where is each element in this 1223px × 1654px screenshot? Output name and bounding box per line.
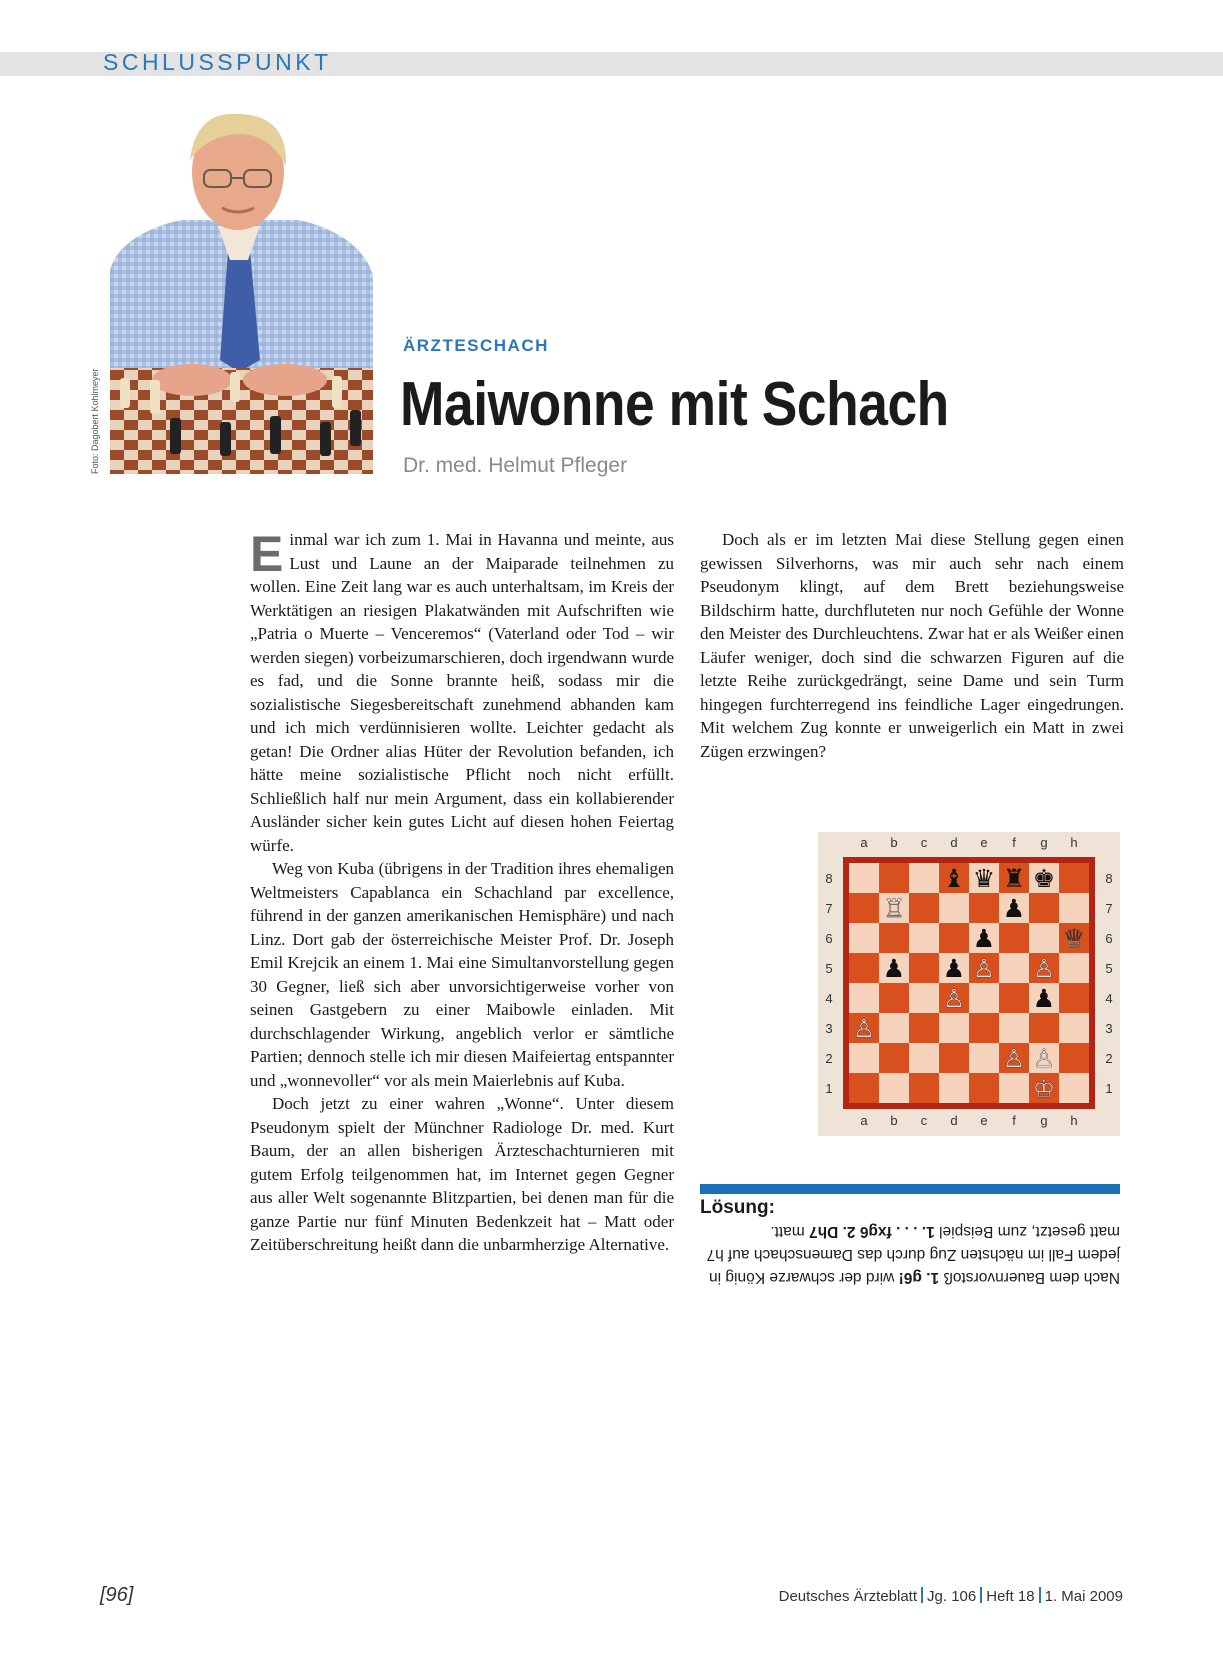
text-column-left (250, 528, 674, 1257)
board-square (1029, 1013, 1059, 1043)
file-label-bottom: g (1040, 1113, 1048, 1128)
article-title: Maiwonne mit Schach (400, 370, 949, 439)
board-square (909, 923, 939, 953)
rank-label-right: 3 (1105, 1021, 1113, 1036)
solution-bar (700, 1184, 1120, 1194)
chess-piece-g8: ♚ (1032, 864, 1056, 893)
solution-text-1: Nach dem Bauernvorstoß (939, 1269, 1120, 1286)
file-label-top: f (1012, 835, 1016, 850)
paragraph-1-text: inmal war ich zum 1. Mai in Havanna und meinte, aus Lust und Laune an der Maiparade teilnehmen zu wollen. Eine Zeit lang war es auch unterhaltsam, im Kreis der Werktätigen an riesigen Plakatwänden mit Aufschriften wie „Patria o Muerte – Venceremos“ (Vaterland oder Tod – wir werden siegen) vorbeizumarschieren, doch irgendwann wurde es fad, und die Sonne brannte heiß, sodass mir die sozialistische Siegesbereitschaft zunehmend abhanden kam und ich mich verdünnisieren wollte. Leichter gedacht als getan! Die Ordner alias Hüter der Revolution befanden, ich hätte meine sozialistische Pflicht noch nicht erfüllt. Schließlich half nur mein Argument, dass ein kollabierender Ausländer sicher kein gutes Licht auf diesen hohen Feiertag würfe. (250, 530, 674, 855)
rank-label-right: 8 (1105, 871, 1113, 886)
solution-move-2: 1. . . . fxg6 2. Dh7 (809, 1223, 935, 1240)
rank-label-left: 4 (825, 991, 833, 1006)
board-square (909, 863, 939, 893)
rank-label-right: 2 (1105, 1051, 1113, 1066)
article-kicker: ÄRZTESCHACH (403, 336, 549, 355)
file-label-bottom: a (860, 1113, 868, 1128)
chess-piece-d8: ♝ (942, 864, 966, 893)
board-square (939, 1013, 969, 1043)
board-square (849, 953, 879, 983)
section-title: SCHLUSSPUNKT (103, 49, 332, 75)
footer-separator (921, 1587, 923, 1603)
journal-issue: Heft 18 (986, 1588, 1035, 1605)
chess-piece-g2: ♙ (1032, 1044, 1056, 1073)
chess-piece-h6: ♕ (1062, 924, 1086, 953)
chess-piece-f7: ♟ (1002, 894, 1026, 923)
paragraph-3: Doch jetzt zu einer wahren „Wonne“. Unter diesem Pseudonym spielt der Münchner Radiologe Dr. med. Kurt Baum, der an allen bisherigen Ärzteschachturnieren mit gutem Erfolg teilgenommen hat, im Internet gegen Gegner aus aller Welt sogenannte Blitzpartien, bei denen man für die ganze Partie nur fünf Minuten Bedenkzeit hat – Matt oder Zeitüberschreitung heißt dann die unbarmherzige Alternative. (250, 1094, 674, 1254)
drop-cap: E (250, 526, 284, 582)
file-label-top: e (980, 835, 988, 850)
board-square (879, 1043, 909, 1073)
board-square (879, 1013, 909, 1043)
file-label-top: b (890, 835, 898, 850)
file-label-top: g (1040, 835, 1048, 850)
board-square (1029, 893, 1059, 923)
file-label-bottom: f (1012, 1113, 1016, 1128)
rank-label-right: 1 (1105, 1081, 1113, 1096)
board-square (1029, 923, 1059, 953)
chess-piece-g4: ♟ (1032, 984, 1056, 1013)
board-square (909, 983, 939, 1013)
board-square (849, 1043, 879, 1073)
file-label-top: a (860, 835, 868, 850)
board-square (909, 1073, 939, 1103)
board-square (999, 1073, 1029, 1103)
rank-label-right: 7 (1105, 901, 1113, 916)
rank-label-left: 3 (825, 1021, 833, 1036)
file-label-top: h (1070, 835, 1078, 850)
file-label-bottom: c (920, 1113, 928, 1128)
rank-label-left: 7 (825, 901, 833, 916)
board-square (909, 953, 939, 983)
rank-label-left: 5 (825, 961, 833, 976)
board-square (879, 863, 909, 893)
author-photo (110, 110, 373, 474)
board-square (879, 1073, 909, 1103)
chess-piece-e5: ♙ (972, 954, 996, 983)
rank-label-right: 4 (1105, 991, 1113, 1006)
chess-piece-f8: ♜ (1002, 864, 1026, 893)
file-label-bottom: b (890, 1113, 898, 1128)
journal-name: Deutsches Ärzteblatt (778, 1588, 918, 1605)
footer-citation (779, 1587, 1123, 1605)
board-square (969, 1073, 999, 1103)
board-square (969, 1013, 999, 1043)
rank-label-left: 2 (825, 1051, 833, 1066)
board-square (1059, 893, 1089, 923)
board-square (999, 983, 1029, 1013)
solution-text-upside-down (700, 1220, 1120, 1289)
board-square (1059, 1073, 1089, 1103)
board-square (939, 1073, 969, 1103)
solution-heading: Lösung: (700, 1197, 775, 1218)
chess-diagram (818, 832, 1120, 1136)
board-square (1059, 1043, 1089, 1073)
board-square (849, 863, 879, 893)
board-square (1059, 983, 1089, 1013)
board-square (939, 1043, 969, 1073)
footer-separator (1039, 1587, 1041, 1603)
board-square (969, 983, 999, 1013)
file-label-top: d (950, 835, 958, 850)
rank-label-right: 5 (1105, 961, 1113, 976)
board-square (909, 1013, 939, 1043)
chess-piece-g1: ♔ (1032, 1074, 1056, 1103)
journal-volume: Jg. 106 (927, 1588, 977, 1605)
board-square (909, 893, 939, 923)
paragraph-4: Doch als er im letzten Mai diese Stellung gegen einen gewissen Silverhorns, was mir auch sehr nach einem Pseudonym klingt, auf dem Brett beziehungsweise Bildschirm hatte, durchfluteten nur noch Gefühle der Wonne den Meister des Durchleuchtens. Zwar hat er als Weißer einen Läufer weniger, doch sind die schwarzen Figuren auf die letzte Reihe zurückgedrängt, seine Dame und sein Turm hingegen furchterregend ins feindliche Lager eingedrungen. Mit welchem Zug konnte er unweigerlich ein Matt in zwei Zügen erzwingen? (700, 530, 1124, 761)
board-square (849, 923, 879, 953)
board-square (999, 1013, 1029, 1043)
board-square (879, 923, 909, 953)
rank-label-right: 6 (1105, 931, 1113, 946)
board-square (849, 983, 879, 1013)
board-square (999, 953, 1029, 983)
page-number: [96] (100, 1584, 134, 1606)
board-square (939, 923, 969, 953)
paragraph-1 (250, 528, 674, 857)
board-square (849, 893, 879, 923)
paragraph-2: Weg von Kuba (übrigens in der Tradition ihres ehemaligen Weltmeisters Capablanca ein Schachland par excellence, führend in der ganzen amerikanischen Hemisphäre) und nach Linz. Dort gab der österreichische Meister Prof. Dr. Joseph Emil Krejcik an einem 1. Mai eine Simultanvorstellung gegen 30 Gegner, ließ sich aber unvorsichtigerweise vorher von seinen Gastgebern zu einer Maibowle einladen. Mit durchschlagender Wirkung, angeblich verlor er sämtliche Partien; dennoch stelle ich mir diesen Maifeiertag entspannter und „wonnevoller“ vor als mein Maierlebnis auf Kuba. (250, 859, 674, 1090)
file-label-bottom: d (950, 1113, 958, 1128)
text-column-right (700, 528, 1124, 763)
board-square (1059, 1013, 1089, 1043)
chess-piece-b5: ♟ (882, 954, 906, 983)
board-square (939, 893, 969, 923)
chess-piece-d4: ♙ (942, 984, 966, 1013)
board-square (1059, 953, 1089, 983)
board-square (1059, 863, 1089, 893)
photo-credit: Foto: Dagobert Kohlmeyer (90, 368, 100, 474)
board-square (879, 983, 909, 1013)
footer-separator (980, 1587, 982, 1603)
chess-piece-d5: ♟ (942, 954, 966, 983)
solution-text-2: wird der schwarze König in jedem Fall im nächsten Zug durch das Damenschach auf h7 matt gesetzt, zum Beispiel (706, 1223, 1120, 1286)
article-author: Dr. med. Helmut Pfleger (403, 454, 628, 477)
file-label-bottom: h (1070, 1113, 1078, 1128)
board-square (999, 923, 1029, 953)
chess-piece-g5: ♙ (1032, 954, 1056, 983)
journal-date: 1. Mai 2009 (1044, 1588, 1123, 1605)
board-square (969, 1043, 999, 1073)
board-square (849, 1073, 879, 1103)
chess-piece-e6: ♟ (972, 924, 996, 953)
solution-text-3: matt. (770, 1223, 810, 1240)
rank-label-left: 8 (825, 871, 833, 886)
rank-label-left: 6 (825, 931, 833, 946)
rank-label-left: 1 (825, 1081, 833, 1096)
chess-piece-a3: ♙ (852, 1014, 876, 1043)
solution-move-1: 1. g6! (898, 1269, 940, 1286)
board-square (909, 1043, 939, 1073)
file-label-top: c (920, 835, 928, 850)
file-label-bottom: e (980, 1113, 988, 1128)
chess-piece-f2: ♙ (1002, 1044, 1026, 1073)
chess-piece-e8: ♛ (972, 864, 996, 893)
chess-piece-b7: ♖ (882, 894, 906, 923)
board-square (969, 893, 999, 923)
